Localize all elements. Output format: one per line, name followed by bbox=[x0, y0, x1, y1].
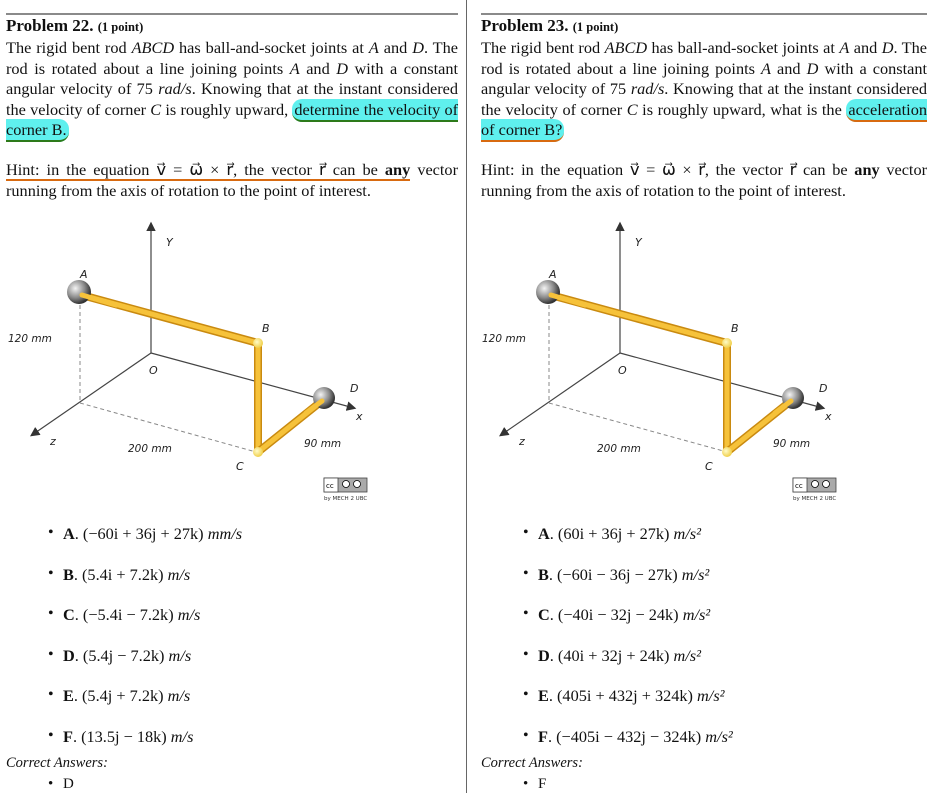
svg-text:200 mm: 200 mm bbox=[597, 443, 641, 455]
svg-text:D: D bbox=[350, 382, 359, 395]
joint-a bbox=[67, 280, 91, 304]
header-rule bbox=[6, 13, 458, 15]
problem-number: Problem 22. bbox=[6, 16, 94, 35]
problem-statement: The rigid bent rod ABCD has ball-and-socket joints at A and D. The rod is rotated about a line joining points A and D with a constant angular velocity of 75 rad/s. Knowing that at the instant considered the velocity of corner C is roughly upward, what is the acceleration of corner B? bbox=[481, 38, 927, 141]
svg-text:B: B bbox=[262, 322, 270, 335]
option-c[interactable]: • C. (−5.4i − 7.2k) m/s bbox=[48, 605, 242, 646]
svg-text:A: A bbox=[549, 268, 557, 281]
svg-text:x: x bbox=[356, 410, 363, 423]
cc-license-badge bbox=[324, 478, 367, 502]
svg-text:cc: cc bbox=[795, 482, 803, 490]
svg-text:120 mm: 120 mm bbox=[482, 333, 526, 345]
svg-text:A: A bbox=[80, 268, 88, 281]
column-divider bbox=[466, 0, 467, 793]
svg-text:O: O bbox=[618, 364, 627, 377]
problem-title bbox=[6, 16, 143, 36]
option-c[interactable]: • C. (−40i − 32j − 24k) m/s² bbox=[523, 605, 733, 646]
z-axis bbox=[501, 353, 620, 435]
problem-points: (1 point) bbox=[572, 20, 619, 34]
answer-options bbox=[523, 524, 733, 767]
svg-text:90 mm: 90 mm bbox=[773, 438, 811, 450]
cc-license-badge bbox=[793, 478, 836, 502]
option-b[interactable]: • B. (−60i − 36j − 27k) m/s² bbox=[523, 565, 733, 606]
corner-b bbox=[722, 338, 732, 348]
corner-c bbox=[253, 447, 263, 457]
svg-text:C: C bbox=[236, 460, 244, 473]
svg-text:by MECH 2 UBC: by MECH 2 UBC bbox=[793, 496, 837, 502]
svg-text:120 mm: 120 mm bbox=[8, 333, 52, 345]
rod bbox=[78, 294, 323, 452]
correct-answer: • F bbox=[523, 776, 546, 793]
svg-text:B: B bbox=[731, 322, 739, 335]
bent-rod-diagram bbox=[6, 210, 386, 510]
bent-rod-diagram bbox=[470, 210, 850, 510]
correct-answers-label: Correct Answers: bbox=[6, 755, 108, 771]
option-f[interactable]: • F. (−405i − 432j − 324k) m/s² bbox=[523, 727, 733, 768]
svg-text:90 mm: 90 mm bbox=[304, 438, 342, 450]
corner-c bbox=[722, 447, 732, 457]
option-d[interactable]: • D. (40i + 32j + 24k) m/s² bbox=[523, 646, 733, 687]
svg-text:C: C bbox=[705, 460, 713, 473]
correct-answers-label: Correct Answers: bbox=[481, 755, 583, 771]
svg-text:Y: Y bbox=[166, 236, 173, 249]
question-highlight: acceleration of corner B? bbox=[481, 99, 927, 143]
option-f[interactable]: • F. (13.5j − 18k) m/s bbox=[48, 727, 242, 768]
hint-text: Hint: in the equation v⃗ = ω⃗ × r⃗, the vector r⃗ can be any vector running from the axis of rotation to the point of interest. bbox=[6, 160, 458, 200]
problem-statement: The rigid bent rod ABCD has ball-and-socket joints at A and D. The rod is rotated about a line joining points A and D with a constant angular velocity of 75 rad/s. Knowing that at the instant considered the velocity of corner C is roughly upward, determine the velocity of corner B. bbox=[6, 38, 458, 141]
z-axis bbox=[32, 353, 151, 435]
answer-options bbox=[48, 524, 242, 767]
option-d[interactable]: • D. (5.4j − 7.2k) m/s bbox=[48, 646, 242, 687]
svg-text:cc: cc bbox=[326, 482, 334, 490]
question-highlight: determine the velocity of corner B. bbox=[6, 99, 458, 143]
svg-text:200 mm: 200 mm bbox=[128, 443, 172, 455]
option-a[interactable]: • A. (−60i + 36j + 27k) mm/s bbox=[48, 524, 242, 565]
joint-a bbox=[536, 280, 560, 304]
correct-answer: • D bbox=[48, 776, 74, 793]
corner-b bbox=[253, 338, 263, 348]
option-a[interactable]: • A. (60i + 36j + 27k) m/s² bbox=[523, 524, 733, 565]
option-e[interactable]: • E. (5.4j + 7.2k) m/s bbox=[48, 686, 242, 727]
correct-answers-list bbox=[48, 776, 74, 793]
header-rule bbox=[481, 13, 927, 15]
problem-number: Problem 23. bbox=[481, 16, 569, 35]
option-e[interactable]: • E. (405i + 432j + 324k) m/s² bbox=[523, 686, 733, 727]
svg-text:by MECH 2 UBC: by MECH 2 UBC bbox=[324, 496, 368, 502]
problem-points: (1 point) bbox=[97, 20, 144, 34]
rod bbox=[547, 294, 792, 452]
hint-text: Hint: in the equation v⃗ = ω⃗ × r⃗, the vector r⃗ can be any vector running from the axis of rotation to the point of interest. bbox=[481, 160, 928, 200]
svg-text:x: x bbox=[825, 410, 832, 423]
problem-22-panel bbox=[6, 0, 458, 800]
problem-title bbox=[481, 16, 618, 36]
option-b[interactable]: • B. (5.4i + 7.2k) m/s bbox=[48, 565, 242, 606]
correct-answers-list bbox=[523, 776, 546, 793]
svg-text:z: z bbox=[519, 435, 525, 448]
svg-text:O: O bbox=[149, 364, 158, 377]
svg-text:D: D bbox=[819, 382, 828, 395]
problem-23-panel bbox=[481, 0, 927, 800]
svg-text:z: z bbox=[50, 435, 56, 448]
svg-text:Y: Y bbox=[635, 236, 642, 249]
